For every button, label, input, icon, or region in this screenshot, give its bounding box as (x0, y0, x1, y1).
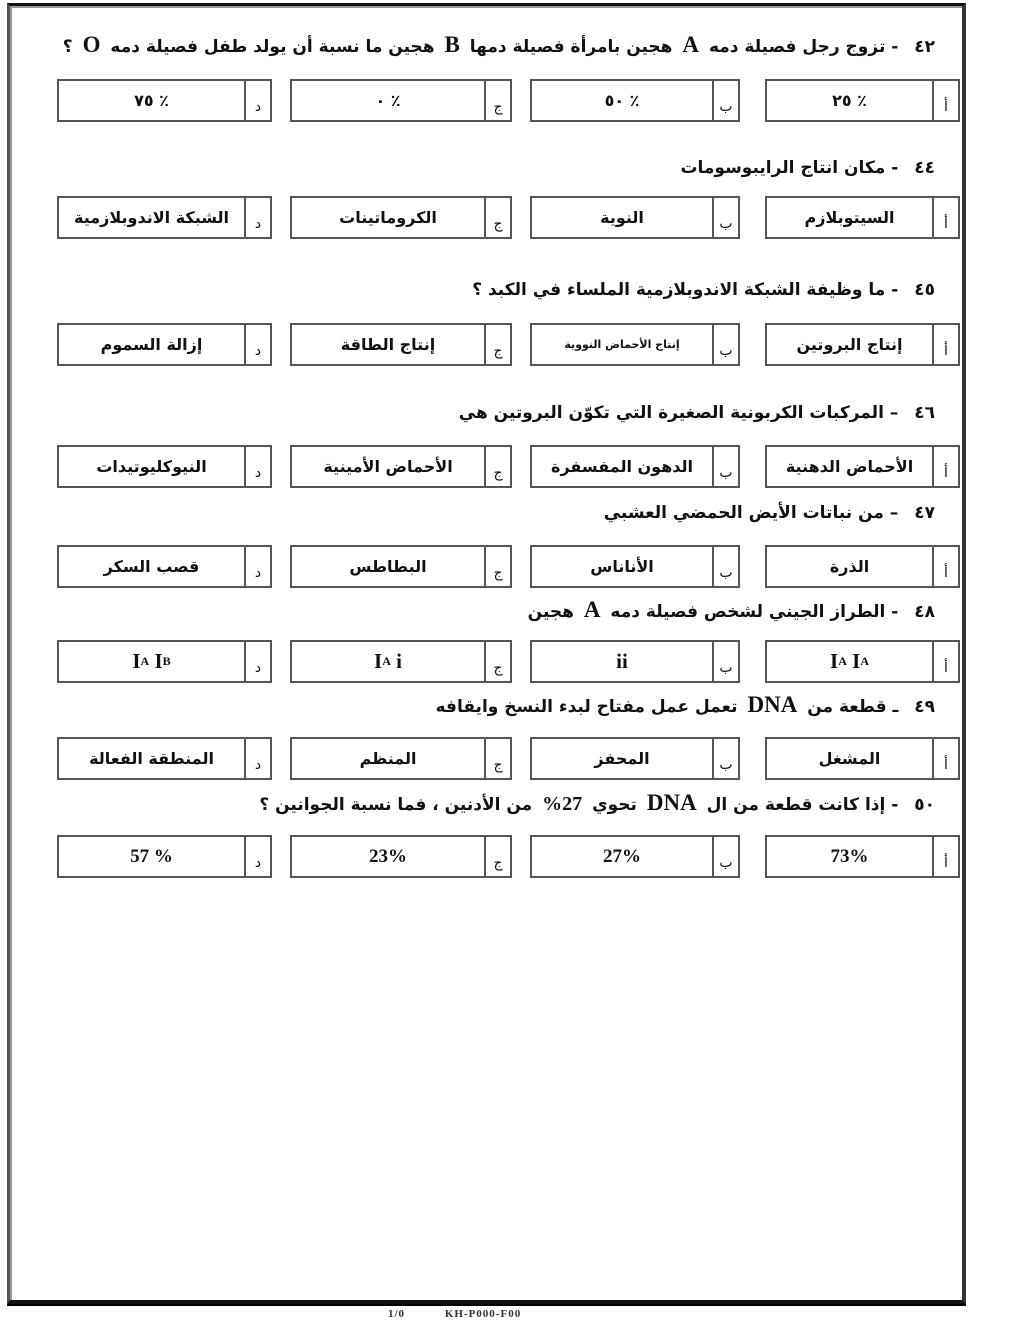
option-letter: أ (932, 198, 958, 237)
option-letter: أ (932, 642, 958, 681)
footer-page: 1/0 (388, 1308, 406, 1320)
question-number: ٤٤ (914, 158, 935, 178)
allele-sup: B (162, 654, 171, 668)
option-text: الأناناس (590, 557, 654, 576)
genotype-text (292, 642, 484, 681)
option-d[interactable] (57, 640, 272, 683)
option-b[interactable] (530, 545, 740, 588)
option-text: الشبكة الاندوبلازمية (74, 208, 229, 227)
option-letter: ج (484, 642, 510, 681)
question-number: ٤٩ (914, 697, 935, 717)
option-c[interactable] (290, 445, 512, 488)
option-letter: ج (484, 739, 510, 778)
allele-sup: A (382, 654, 391, 668)
option-letter: ب (712, 325, 738, 364)
option-a[interactable] (765, 196, 960, 239)
option-letter: أ (932, 447, 958, 486)
footer-code: KH-P000-F00 (444, 1308, 522, 1320)
allele-sup: A (140, 654, 150, 668)
option-a[interactable] (765, 79, 960, 122)
option-text: البطاطس (349, 557, 427, 576)
option-letter: د (244, 547, 270, 586)
option-text: إزالة السموم (100, 335, 203, 354)
allele: I (830, 649, 839, 673)
option-text: % 57 (130, 845, 173, 867)
option-a[interactable] (765, 323, 960, 366)
blood-type-b: B (444, 32, 460, 57)
option-text: إنتاج الطاقة (340, 335, 436, 354)
question-50 (259, 790, 935, 816)
option-b[interactable] (530, 835, 740, 878)
option-text: المحفز (594, 749, 650, 768)
option-letter: ج (484, 325, 510, 364)
option-b[interactable] (530, 445, 740, 488)
question-mark: ؟ (62, 37, 73, 57)
option-letter: د (244, 739, 270, 778)
question-text: تحوي (592, 795, 637, 815)
option-letter: ب (712, 837, 738, 876)
option-letter: د (244, 81, 270, 120)
option-text: الأحماض الدهنية (785, 457, 914, 476)
question-49 (436, 692, 936, 718)
option-a[interactable] (765, 835, 960, 878)
allele-sup: A (860, 654, 869, 668)
question-number: ٤٧ (914, 503, 935, 523)
blood-type-o: O (82, 32, 101, 57)
option-d[interactable] (57, 737, 272, 780)
option-letter: ب (712, 642, 738, 681)
option-letter: د (244, 837, 270, 876)
option-b[interactable] (530, 640, 740, 683)
option-a[interactable] (765, 445, 960, 488)
question-text: - تزوج رجل فصيلة دمه (708, 37, 899, 57)
option-a[interactable] (765, 640, 960, 683)
option-letter: أ (932, 81, 958, 120)
option-c[interactable] (290, 835, 512, 878)
question-number: ٤٦ (914, 403, 935, 423)
question-text: ـ قطعة من (807, 697, 899, 717)
option-letter: أ (932, 547, 958, 586)
option-d[interactable] (57, 196, 272, 239)
option-letter: أ (932, 739, 958, 778)
allele: i (396, 649, 402, 673)
question-number: ٤٨ (914, 602, 935, 622)
option-letter: ب (712, 81, 738, 120)
option-letter: ب (712, 739, 738, 778)
allele: I (374, 649, 383, 673)
options-row-47 (0, 545, 1020, 592)
question-number: ٤٢ (914, 37, 935, 57)
question-text: - إذا كانت قطعة من ال (706, 795, 899, 815)
question-number: ٤٥ (914, 280, 935, 300)
question-42 (63, 32, 935, 58)
option-c[interactable] (290, 737, 512, 780)
question-45 (472, 280, 935, 300)
question-text: هجين ما نسبة أن يولد طفل فصيلة دمه (110, 37, 435, 57)
option-text: النوية (600, 208, 644, 227)
blood-type-a: A (682, 32, 700, 57)
option-letter: د (244, 447, 270, 486)
option-letter: ب (712, 198, 738, 237)
option-text: إنتاج البروتين (796, 335, 903, 354)
option-letter: د (244, 325, 270, 364)
option-b[interactable] (530, 79, 740, 122)
allele: I (154, 649, 163, 673)
option-text: السيتوبلازم (804, 208, 895, 227)
option-text: قصب السكر (103, 557, 200, 576)
option-text: 73% (830, 845, 869, 867)
option-text: الذرة (829, 557, 870, 576)
option-d[interactable] (57, 545, 272, 588)
option-c[interactable] (290, 196, 512, 239)
option-text: إنتاج الأحماض النووية (564, 338, 680, 351)
option-text: ٪ ٠ (375, 91, 401, 110)
allele: ii (616, 649, 628, 673)
question-text: تعمل عمل مفتاح لبدء النسخ وايقافه (435, 697, 738, 717)
question-text: - ما وظيفة الشبكة الاندوبلازمية الملساء في الكبد ؟ (472, 280, 899, 300)
option-c[interactable] (290, 640, 512, 683)
option-b[interactable] (530, 323, 740, 366)
option-letter: ب (712, 447, 738, 486)
question-text: – من نباتات الأيض الحمضي العشبي (603, 503, 899, 523)
option-text: ٪ ٢٥ (832, 91, 867, 110)
options-row-49 (0, 737, 1020, 784)
option-text: ٪ ٧٥ (134, 91, 169, 110)
allele: I (852, 649, 861, 673)
options-row-44 (0, 196, 1020, 243)
dna-term: DNA (646, 790, 697, 815)
option-text: ٪ ٥٠ (604, 91, 640, 110)
option-b[interactable] (530, 196, 740, 239)
option-letter: ج (484, 837, 510, 876)
option-d[interactable] (57, 79, 272, 122)
question-46 (459, 403, 935, 423)
option-d[interactable] (57, 445, 272, 488)
option-a[interactable] (765, 737, 960, 780)
option-letter: ج (484, 447, 510, 486)
option-text: 27% (603, 845, 641, 867)
options-row-46 (0, 445, 1020, 492)
question-text: من الأدنين ، فما نسبة الجوانين ؟ (259, 795, 533, 815)
question-number: ٥٠ (914, 795, 935, 815)
option-text: المنطقة الفعالة (89, 749, 214, 768)
option-text: النيوكليوتيدات (96, 457, 207, 476)
option-letter: ج (484, 81, 510, 120)
question-47 (604, 503, 935, 523)
option-text: المشغل (818, 749, 881, 768)
option-c[interactable] (290, 79, 512, 122)
question-text: هجين بامرأة فصيلة دمها (469, 37, 673, 57)
option-letter: د (244, 198, 270, 237)
option-letter: د (244, 642, 270, 681)
question-44 (680, 158, 935, 178)
option-text: 23% (369, 845, 407, 867)
allele-sup: A (838, 654, 847, 668)
option-letter: أ (932, 325, 958, 364)
genotype-text (532, 642, 712, 681)
options-row-50 (0, 835, 1020, 882)
dna-term: DNA (747, 692, 798, 717)
option-c[interactable] (290, 323, 512, 366)
option-d[interactable] (57, 835, 272, 878)
option-text: الدهون المفسفرة (551, 457, 694, 476)
question-text: – المركبات الكربونية الصغيرة التي تكوّن البروتين هي (458, 403, 899, 423)
option-a[interactable] (765, 545, 960, 588)
genotype-text (767, 642, 932, 681)
options-row-45 (0, 323, 1020, 370)
options-row-42 (0, 79, 1020, 126)
option-c[interactable] (290, 545, 512, 588)
question-text: هجين (527, 602, 574, 622)
adenine-percent: 27% (542, 793, 583, 815)
options-row-48 (0, 640, 1020, 687)
page-footer (370, 1308, 539, 1320)
option-text: الأحماض الأمينية (323, 457, 453, 476)
option-b[interactable] (530, 737, 740, 780)
allele: I (132, 649, 141, 673)
option-text: الكروماتينات (339, 208, 437, 227)
option-d[interactable] (57, 323, 272, 366)
option-letter: أ (932, 837, 958, 876)
question-text: - مكان انتاج الرايبوسومات (680, 158, 899, 178)
genotype-text (59, 642, 244, 681)
option-text: المنظم (359, 749, 417, 768)
option-letter: ب (712, 547, 738, 586)
question-48 (528, 597, 935, 623)
blood-type-a: A (583, 597, 601, 622)
option-letter: ج (484, 198, 510, 237)
option-letter: ج (484, 547, 510, 586)
question-text: - الطراز الجيني لشخص فصيلة دمه (610, 602, 899, 622)
